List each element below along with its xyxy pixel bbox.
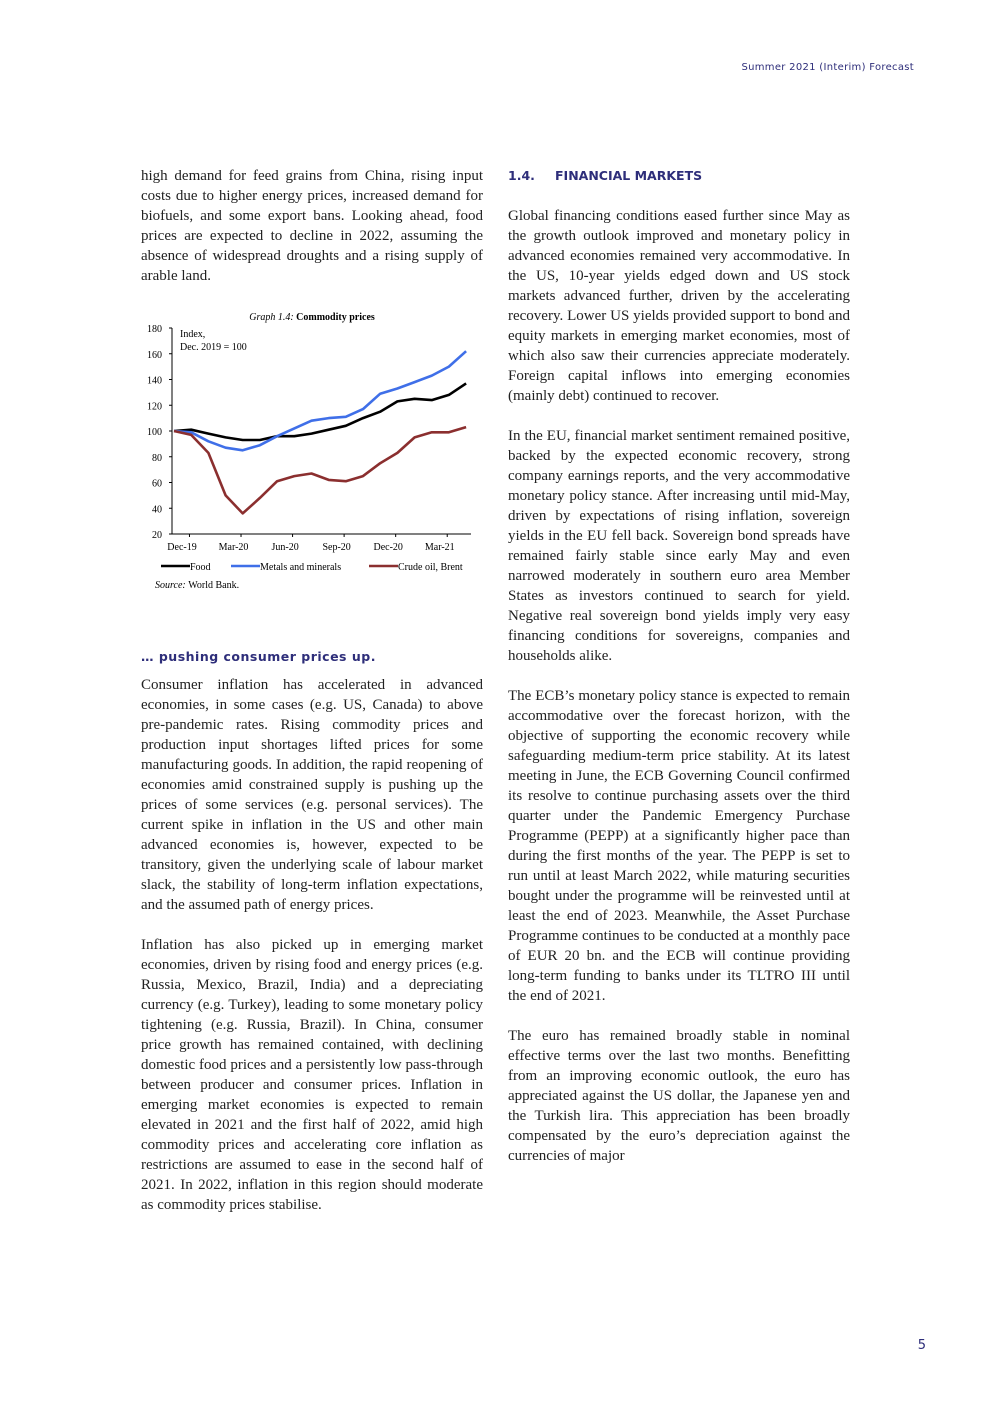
y-tick-label: 60 <box>152 478 162 490</box>
x-tick-label: Mar-20 <box>218 542 249 553</box>
section-title: FINANCIAL MARKETS <box>555 168 703 183</box>
page-number: 5 <box>917 1338 926 1353</box>
x-tick-label: Dec-19 <box>167 542 197 553</box>
paragraph: Global financing conditions eased further since May as the growth outlook improved and monetary policy in advanced economies remained very accommodative. In the US, 10-year yields edged down and US stock markets advanced further, driven by the accelerating recovery. Lower US yields provided support to bond and equity markets in emerging market economies, most of which also saw their currencies appreciate moderately. Foreign capital inflows into emerging economies (mainly debt) continued to recover. <box>508 208 850 404</box>
legend-label: Food <box>190 562 211 573</box>
paragraph: The ECB’s monetary policy stance is expected to remain accommodative over the forecast horizon, with the objective of supporting the economic recovery while safeguarding medium-term price stability. At its latest meeting in June, the ECB Governing Council confirmed its resolve to continue purchasing assets over the third quarter under the Pandemic Emergency Purchase Programme (PEPP) at a significantly higher pace than during the first months of the year. The PEPP is set to run until at least March 2022, while maturing securities bought under the programme will be reinvested until at least the end of 2023. Meanwhile, the Asset Purchase Programme continues to be conducted at a monthly pace of EUR 20 bn. and the ECB will continue providing long-term funding to banks under its TLTRO III until the end of 2021. <box>508 688 850 1004</box>
y-tick-label: 180 <box>147 324 162 335</box>
chart-svg <box>141 306 483 631</box>
running-header: Summer 2021 (Interim) Forecast <box>741 62 914 73</box>
paragraph: high demand for feed grains from China, rising input costs due to higher energy prices, increased demand for biofuels, and some export bans. Looking ahead, food prices are expected to decline in 2022, assuming the absence of widespread droughts and a rising supply of arable land. <box>141 168 483 284</box>
chart-title: Graph 1.4: Commodity prices <box>249 312 375 323</box>
paragraph: The euro has remained broadly stable in nominal effective terms over the last two months. Benefitting from an improving economic outlook, the euro has appreciated against the US dollar, the Japanese yen and the Turkish lira. This appreciation has been broadly compensated by the euro’s depreciation against the currencies of major <box>508 1028 850 1164</box>
x-tick-label: Jun-20 <box>271 542 299 553</box>
y-tick-label: 20 <box>152 530 162 541</box>
legend-label: Metals and minerals <box>260 562 342 573</box>
subheading: … pushing consumer prices up. <box>141 649 376 664</box>
y-tick-label: 40 <box>152 504 162 516</box>
paragraph: Consumer inflation has accelerated in advanced economies, in some cases (e.g. US, Canada) to above pre-pandemic rates. Rising commodity prices and production input shortages lifted prices for some manufacturing goods. In addition, the rapid reopening of economies amid constrained supply is pushing up the prices of some services (e.g. personal services). The current spike in inflation in the US and other main advanced economies is, however, expected to be transitory, given the underlying scale of labour market slack, the stability of long-term inflation expectations, and the assumed path of energy prices. <box>141 677 483 913</box>
y-tick-label: 80 <box>152 452 162 464</box>
y-tick-label: 120 <box>147 401 162 413</box>
x-tick-label: Mar-21 <box>424 542 455 553</box>
series-line-crude-oil-brent <box>174 427 466 513</box>
x-tick-label: Sep-20 <box>322 542 351 553</box>
chart-source: Source: World Bank. <box>155 580 240 591</box>
section-heading <box>508 166 850 186</box>
paragraph: Inflation has also picked up in emerging market economies, driven by rising food and energy prices (e.g. Russia, Mexico, Brazil, India) and a depreciating currency (e.g. Turkey), leading to some monetary policy tightening (e.g. Russia, Brazil). In China, consumer price growth has remained contained, with declining domestic food prices and a persistently low pass-through between producer and consumer prices. Inflation in emerging market economies is expected to remain elevated in 2021 and the first half of 2022, amid high commodity prices and accelerating core inflation as restrictions are assumed to ease in the second half of 2021. In 2022, inflation in this region should moderate as commodity prices stabilise. <box>141 937 483 1213</box>
chart-annotation: Dec. 2019 = 100 <box>180 342 247 353</box>
paragraph: In the EU, financial market sentiment remained positive, backed by the expected economic recovery, strong company earnings reports, and the very accommodative monetary policy stance. After increasing until mid-May, driven by expectations of rising inflation, sovereign yields in the EU fell back. Sovereign bond spreads have remained fairly stable since early May and even narrowed moderately in southern euro area Member States as investors continued to search for yield. Negative real sovereign bond yields imply very easy financing conditions for sovereigns, companies and households alike. <box>508 428 850 664</box>
commodity-prices-chart <box>141 306 483 631</box>
y-tick-label: 100 <box>147 427 162 438</box>
series-line-food <box>174 383 466 440</box>
right-column <box>508 166 850 1186</box>
y-tick-label: 160 <box>147 349 162 361</box>
chart-annotation: Index, <box>180 329 206 340</box>
legend-label: Crude oil, Brent <box>398 562 463 573</box>
y-tick-label: 140 <box>147 375 162 387</box>
section-number: 1.4. <box>508 168 535 183</box>
left-column <box>141 166 483 1235</box>
x-tick-label: Dec-20 <box>373 542 403 553</box>
